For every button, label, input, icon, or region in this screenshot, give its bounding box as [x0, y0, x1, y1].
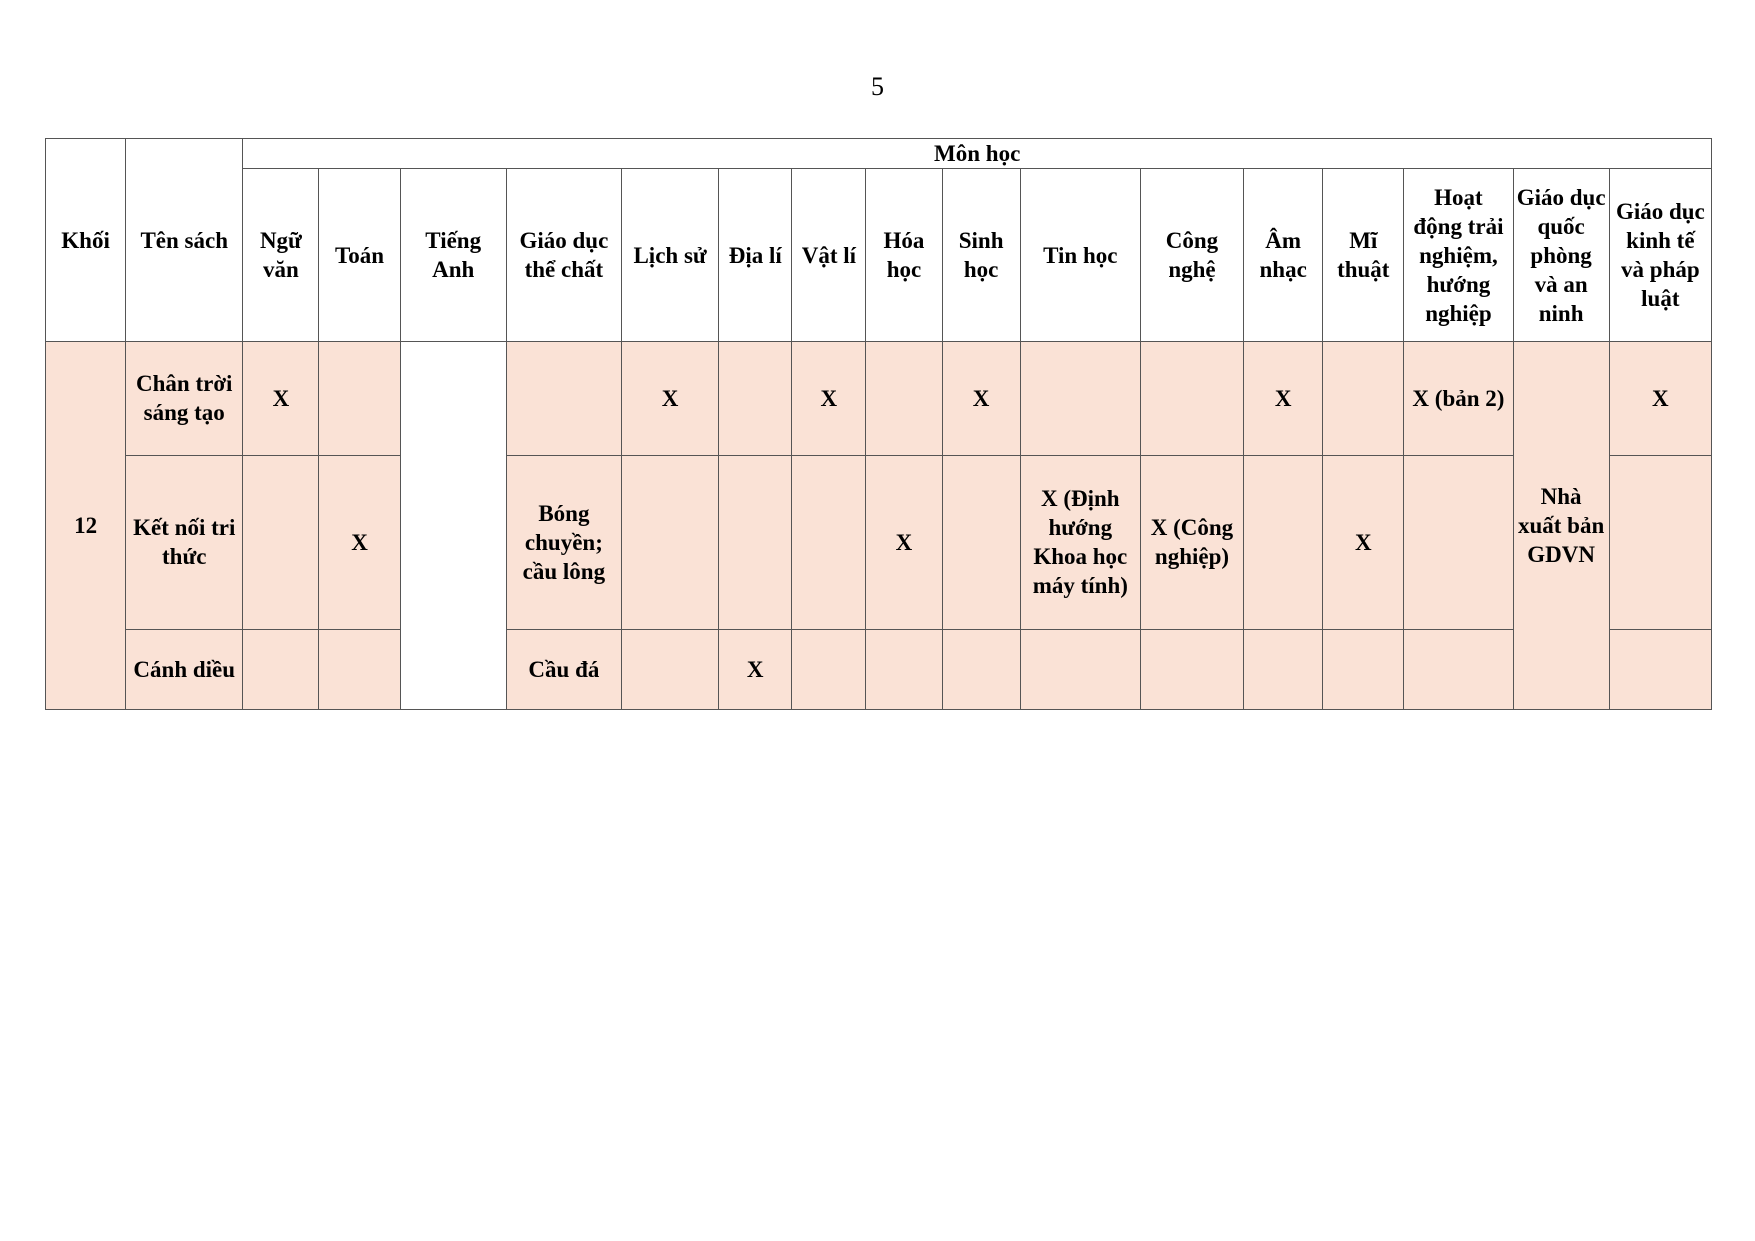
header-subject: Ngữ văn: [243, 169, 319, 342]
table-cell: Cầu đá: [506, 629, 621, 709]
table-cell: [1404, 455, 1513, 629]
table-cell: X: [622, 342, 719, 455]
header-subject: Tiếng Anh: [400, 169, 506, 342]
table-cell: [1244, 629, 1323, 709]
table-cell: [1020, 629, 1140, 709]
header-subject: Địa lí: [719, 169, 792, 342]
table-cell-english-blank: [400, 342, 506, 710]
table-cell: [622, 629, 719, 709]
table-cell: [1140, 342, 1243, 455]
table-cell: [1244, 455, 1323, 629]
table-cell: [792, 455, 866, 629]
textbook-table: [45, 138, 1712, 710]
table-cell: X: [719, 629, 792, 709]
book-name-cell: Kết nối tri thức: [126, 455, 243, 629]
publisher-cell: Nhà xuất bản GDVN: [1513, 342, 1609, 710]
table-cell: [243, 629, 319, 709]
table-row: [46, 455, 1712, 629]
table-row: [46, 629, 1712, 709]
table-row: [46, 342, 1712, 455]
table-cell: [1323, 342, 1404, 455]
table-cell: X: [319, 455, 400, 629]
header-subject-group: Môn học: [243, 139, 1712, 169]
table-cell: [792, 629, 866, 709]
header-subject: Toán: [319, 169, 400, 342]
header-subject: Giáo dục thể chất: [506, 169, 621, 342]
table-cell: [942, 455, 1020, 629]
page-number: 5: [871, 72, 884, 101]
table-cell: Bóng chuyền; cầu lông: [506, 455, 621, 629]
header-subject: Lịch sử: [622, 169, 719, 342]
header-subject: Mĩ thuật: [1323, 169, 1404, 342]
table-cell: [1020, 342, 1140, 455]
table-cell: [866, 342, 942, 455]
header-subject: Giáo dục kinh tế và pháp luật: [1609, 169, 1711, 342]
header-subject: Hóa học: [866, 169, 942, 342]
table-cell: X (Công nghiệp): [1140, 455, 1243, 629]
table-cell: X (bản 2): [1404, 342, 1513, 455]
table-cell: [319, 342, 400, 455]
table-cell: X: [866, 455, 942, 629]
table-cell: X: [1244, 342, 1323, 455]
table-cell: [1323, 629, 1404, 709]
header-subject: Sinh học: [942, 169, 1020, 342]
table-cell: [506, 342, 621, 455]
table-cell: [1609, 455, 1711, 629]
header-subject: Công nghệ: [1140, 169, 1243, 342]
header-subject: Giáo dục quốc phòng và an ninh: [1513, 169, 1609, 342]
table-cell: [1404, 629, 1513, 709]
table-cell: [243, 455, 319, 629]
book-name-cell: Cánh diều: [126, 629, 243, 709]
header-subject: Âm nhạc: [1244, 169, 1323, 342]
grade-cell: 12: [46, 342, 126, 710]
book-name-cell: Chân trời sáng tạo: [126, 342, 243, 455]
table-cell: X: [1609, 342, 1711, 455]
header-subject: Hoạt động trải nghiệm, hướng nghiệp: [1404, 169, 1513, 342]
table-cell: X: [243, 342, 319, 455]
table-cell: [719, 455, 792, 629]
table-cell: X: [792, 342, 866, 455]
header-book-name: Tên sách: [126, 139, 243, 342]
table-cell: [1140, 629, 1243, 709]
header-subject: Tin học: [1020, 169, 1140, 342]
table-cell: [319, 629, 400, 709]
table-cell: [942, 629, 1020, 709]
table-cell: [866, 629, 942, 709]
table-cell: X: [1323, 455, 1404, 629]
table-cell: [622, 455, 719, 629]
table-cell: X (Định hướng Khoa học máy tính): [1020, 455, 1140, 629]
table-cell: X: [942, 342, 1020, 455]
table-cell: [719, 342, 792, 455]
header-subject: Vật lí: [792, 169, 866, 342]
table-cell: [1609, 629, 1711, 709]
header-grade: Khối: [46, 139, 126, 342]
